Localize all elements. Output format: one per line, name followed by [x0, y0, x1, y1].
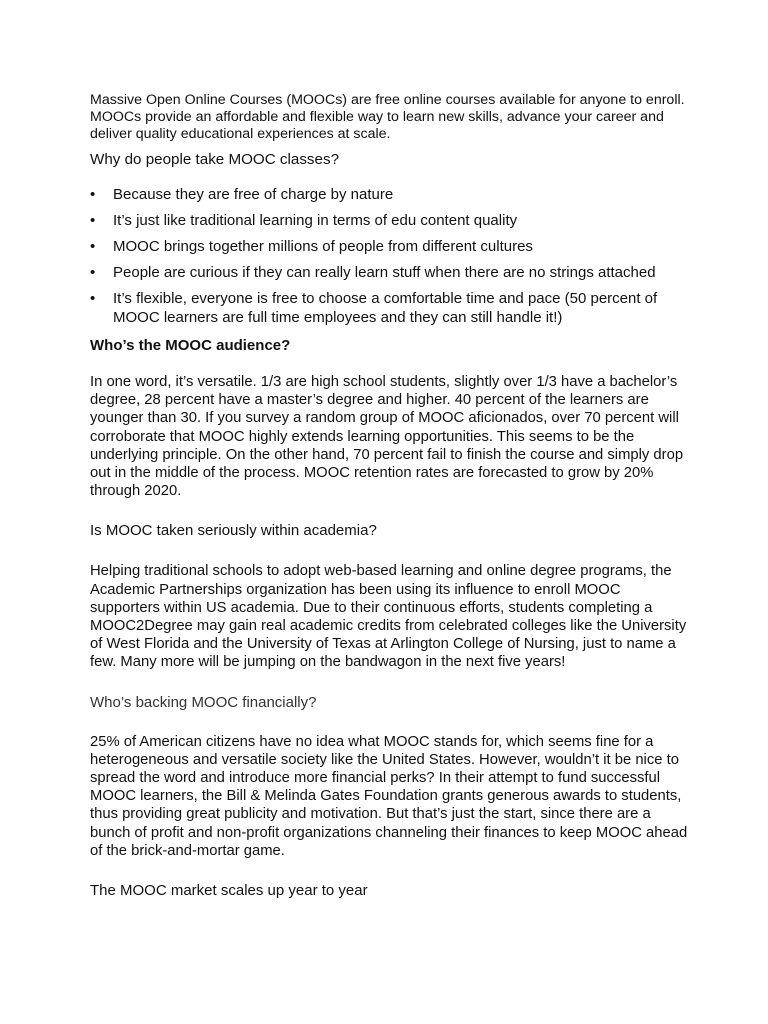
bullet-icon: •: [90, 186, 96, 203]
list-item: [90, 211, 688, 230]
list-item-text: MOOC brings together millions of people from different cultures: [113, 238, 533, 255]
academia-heading: Is MOOC taken seriously within academia?: [90, 522, 377, 540]
list-item-text: People are curious if they can really learn stuff when there are no strings attached: [113, 264, 656, 281]
audience-paragraph: In one word, it’s versatile. 1/3 are high school students, slightly over 1/3 have a bachelor’s degree, 28 percent have a master’s degree and higher. 40 percent of the learners are younger than 30. If you survey a random group of MOOC aficionados, over 70 percent will corroborate that MOOC highly extends learning opportunities. This seems to be the underlying principle. On the other hand, 70 percent fail to finish the course and simply drop out in the middle of the process. MOOC retention rates are forecasted to grow by 20% through 2020.: [90, 374, 684, 500]
list-item: [90, 237, 688, 256]
backing-paragraph: 25% of American citizens have no idea what MOOC stands for, which seems fine for a heterogeneous and versatile society like the United States. However, wouldn’t it be nice to spread the word and introduce more financial perks? In their attempt to fund successful MOOC learners, the Bill & Melinda Gates Foundation grants generous awards to students, thus providing great publicity and motivation. But that’s just the start, since there are a bunch of profit and non-profit organizations channeling their finances to keep MOOC ahead of the brick-and-mortar game.: [90, 733, 688, 859]
bullet-icon: •: [90, 238, 96, 255]
list-item-text: It’s flexible, everyone is free to choose a comfortable time and pace (50 percent of MOOC learners are full time employees and they can still handle it!): [113, 290, 658, 326]
bullet-icon: •: [90, 264, 96, 281]
list-item-text: Because they are free of charge by nature: [113, 186, 394, 203]
audience-heading: Who’s the MOOC audience?: [90, 337, 291, 354]
academia-paragraph: Helping traditional schools to adopt web-based learning and online degree programs, the Academic Partnerships organization has been using its influence to enroll MOOC supporters within US academia. Due to their continuous efforts, students completing a MOOC2Degree may gain real academic credits from celebrated colleges like the University of West Florida and the University of Texas at Arlington College of Nursing, just to name a few. Many more will be jumping on the bandwagon in the next five years!: [90, 563, 687, 671]
list-item-text: It’s just like traditional learning in terms of edu content quality: [113, 212, 518, 229]
reasons-list: [90, 185, 688, 327]
why-heading: Why do people take MOOC classes?: [90, 151, 340, 168]
market-heading: The MOOC market scales up year to year: [90, 882, 368, 900]
backing-heading: Who’s backing MOOC financially?: [90, 693, 317, 711]
list-item: [90, 263, 688, 282]
list-item: [90, 185, 688, 204]
bullet-icon: •: [90, 290, 96, 307]
list-item: [90, 289, 688, 327]
bullet-icon: •: [90, 212, 96, 229]
intro-paragraph: Massive Open Online Courses (MOOCs) are free online courses available for anyone to enroll. MOOCs provide an affordable and flexible way to learn new skills, advance your career and deliver quality educational experiences at scale.: [90, 92, 685, 142]
